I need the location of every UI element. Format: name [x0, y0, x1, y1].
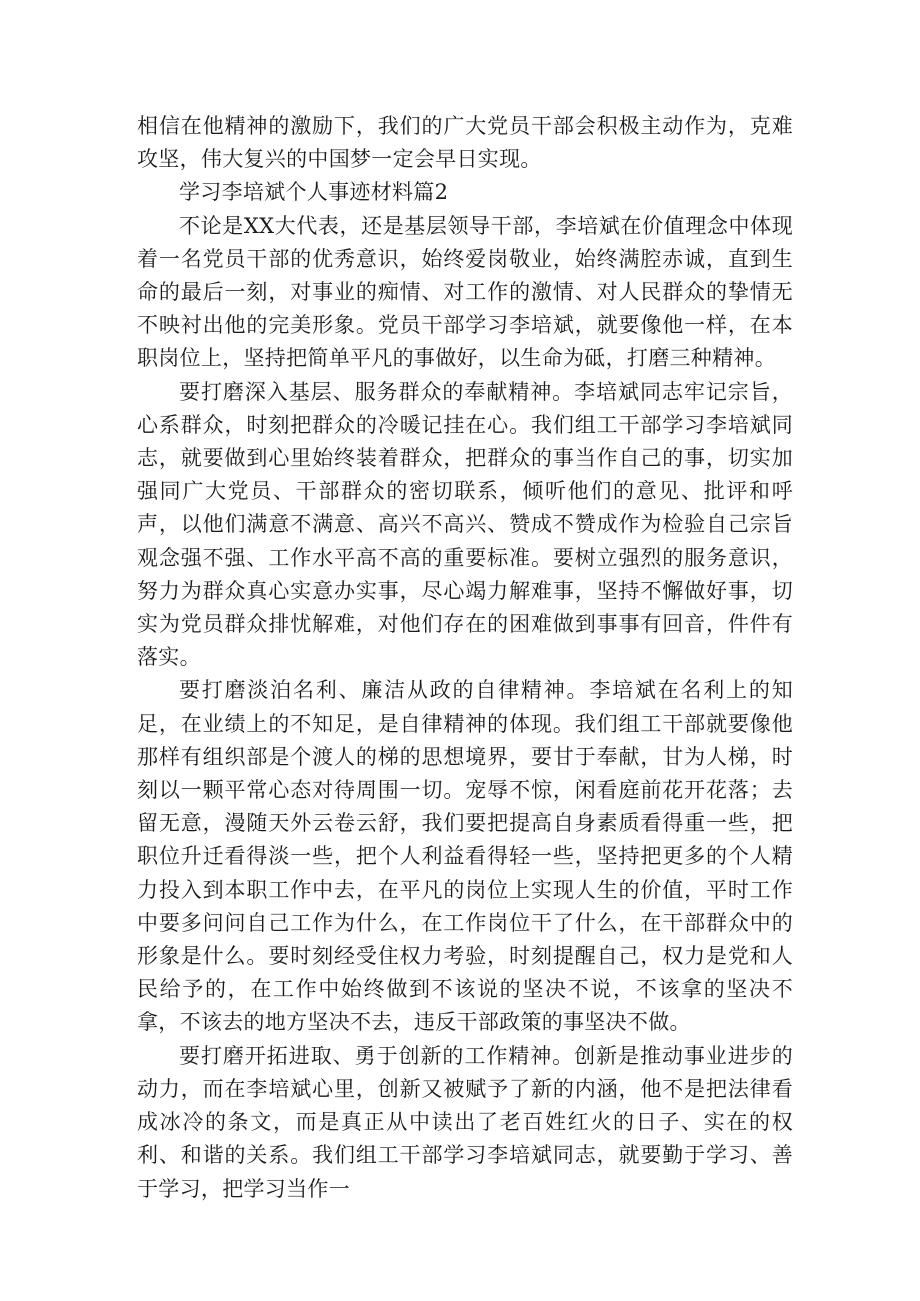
paragraph-continued: 相信在他精神的激励下，我们的广大党员干部会积极主动作为，克难攻坚，伟大复兴的中国梦一定会早日实现。 [137, 114, 793, 172]
document-body [137, 110, 793, 1206]
section-heading: 学习李培斌个人事迹材料篇2 [179, 180, 449, 205]
paragraph: 不论是XX大代表，还是基层领导干部，李培斌在价值理念中体现着一名党员干部的优秀意识，始终爱岗敬业，始终满腔赤诚，直到生命的最后一刻，对事业的痴情、对工作的激情、对人民群众的挚情无不映衬出他的完美形象。党员干部学习李培斌，就要像他一样，在本职岗位上，坚持把简单平凡的事做好，以生命为砥，打磨三种精神。 [137, 213, 793, 371]
paragraph: 要打磨淡泊名利、廉洁从政的自律精神。李培斌在名利上的知足，在业绩上的不知足，是自律精神的体现。我们组工干部就要像他那样有组织部是个渡人的梯的思想境界，要甘于奉献，甘为人梯，时刻以一颗平常心态对待周围一切。宠辱不惊，闲看庭前花开花落；去留无意，漫随天外云卷云舒，我们要把提高自身素质看得重一些，把职位升迁看得淡一些，把个人利益看得轻一些，坚持把更多的个人精力投入到本职工作中去，在平凡的岗位上实现人生的价值，平时工作中要多问问自己工作为什么，在工作岗位干了什么，在干部群众中的形象是什么。要时刻经受住权力考验，时刻提醒自己，权力是党和人民给予的，在工作中始终做到不该说的坚决不说，不该拿的坚决不拿，不该去的地方坚决不去，违反干部政策的事坚决不做。 [137, 678, 793, 1035]
paragraph: 要打磨开拓进取、勇于创新的工作精神。创新是推动事业进步的动力，而在李培斌心里，创新又被赋予了新的内涵，他不是把法律看成冰冷的条文，而是真正从中读出了老百姓红火的日子、实在的权利、和谐的关系。我们组工干部学习李培斌同志，就要勤于学习、善于学习，把学习当作一 [137, 1043, 793, 1201]
paragraph: 要打磨深入基层、服务群众的奉献精神。李培斌同志牢记宗旨，心系群众，时刻把群众的冷暖记挂在心。我们组工干部学习李培斌同志，就要做到心里始终装着群众，把群众的事当作自己的事，切实加强同广大党员、干部群众的密切联系，倾听他们的意见、批评和呼声，以他们满意不满意、高兴不高兴、赞成不赞成作为检验自己宗旨观念强不强、工作水平高不高的重要标准。要树立强烈的服务意识，努力为群众真心实意办实事，尽心竭力解难事，坚持不懈做好事，切实为党员群众排忧解难，对他们存在的困难做到事事有回音，件件有落实。 [137, 379, 793, 670]
